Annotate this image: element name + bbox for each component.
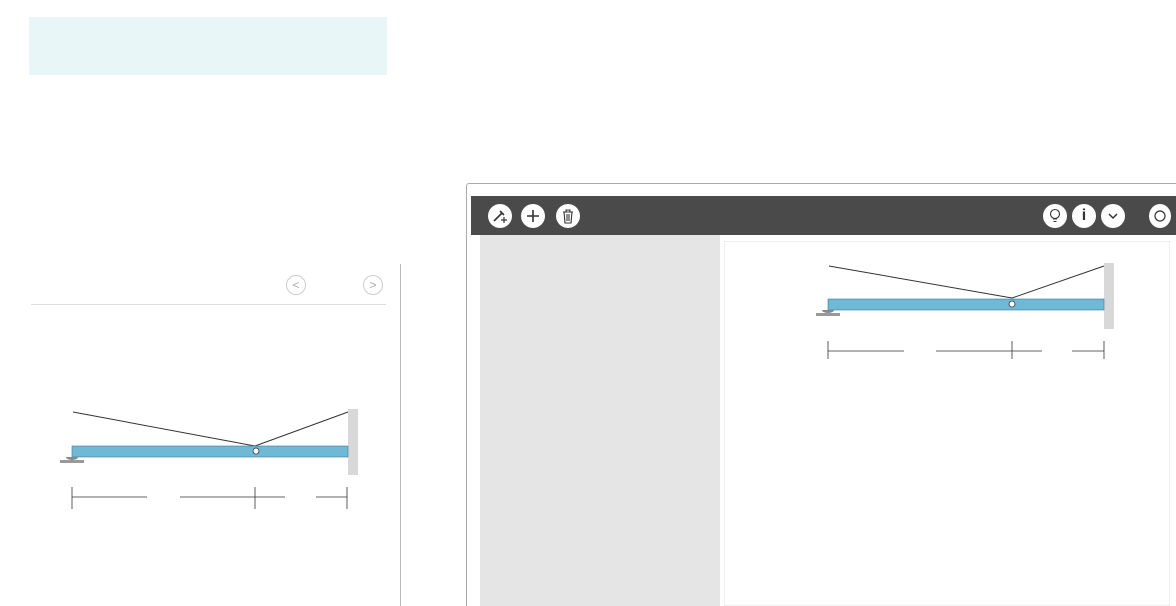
hint-icon bbox=[1047, 208, 1063, 224]
problem-intro bbox=[29, 17, 387, 75]
support-a bbox=[66, 457, 78, 460]
fixed-wall bbox=[348, 409, 358, 475]
chevron-left-icon: < bbox=[292, 278, 300, 292]
chevron-down-icon bbox=[1107, 210, 1119, 222]
reset-button[interactable] bbox=[1149, 204, 1171, 228]
next-figure-button[interactable] bbox=[363, 275, 383, 295]
load-envelope-left bbox=[73, 412, 255, 446]
options-dropdown-button[interactable] bbox=[1101, 204, 1125, 228]
beam-body bbox=[72, 446, 348, 457]
canvas-beam-body bbox=[828, 299, 1104, 310]
delete-icon bbox=[561, 208, 575, 224]
column-divider bbox=[400, 264, 401, 606]
previous-figure-button[interactable] bbox=[286, 275, 306, 295]
canvas-hinge-b bbox=[1009, 301, 1015, 307]
info-button[interactable] bbox=[1072, 204, 1096, 228]
chevron-right-icon: > bbox=[369, 278, 377, 292]
drawing-canvas[interactable] bbox=[724, 241, 1170, 606]
properties-panel bbox=[480, 235, 720, 606]
reset-icon bbox=[1153, 209, 1167, 223]
add-segment-button[interactable] bbox=[521, 204, 545, 228]
canvas-support-a-ground bbox=[816, 313, 840, 316]
hint-button[interactable] bbox=[1043, 204, 1067, 228]
beam-figure bbox=[50, 385, 370, 515]
info-icon: i bbox=[1081, 207, 1087, 224]
canvas-background bbox=[724, 241, 1170, 606]
delete-button[interactable] bbox=[556, 204, 580, 228]
canvas-fixed-wall bbox=[1104, 263, 1114, 329]
hinge-b bbox=[253, 448, 259, 454]
add-vertical-line-icon bbox=[492, 208, 508, 224]
add-vertical-line-button[interactable] bbox=[488, 204, 512, 228]
figure-divider bbox=[31, 304, 386, 305]
instructions bbox=[467, 5, 1157, 17]
support-a-ground bbox=[60, 460, 84, 463]
load-envelope-right bbox=[255, 412, 348, 446]
add-segment-icon bbox=[525, 208, 541, 224]
